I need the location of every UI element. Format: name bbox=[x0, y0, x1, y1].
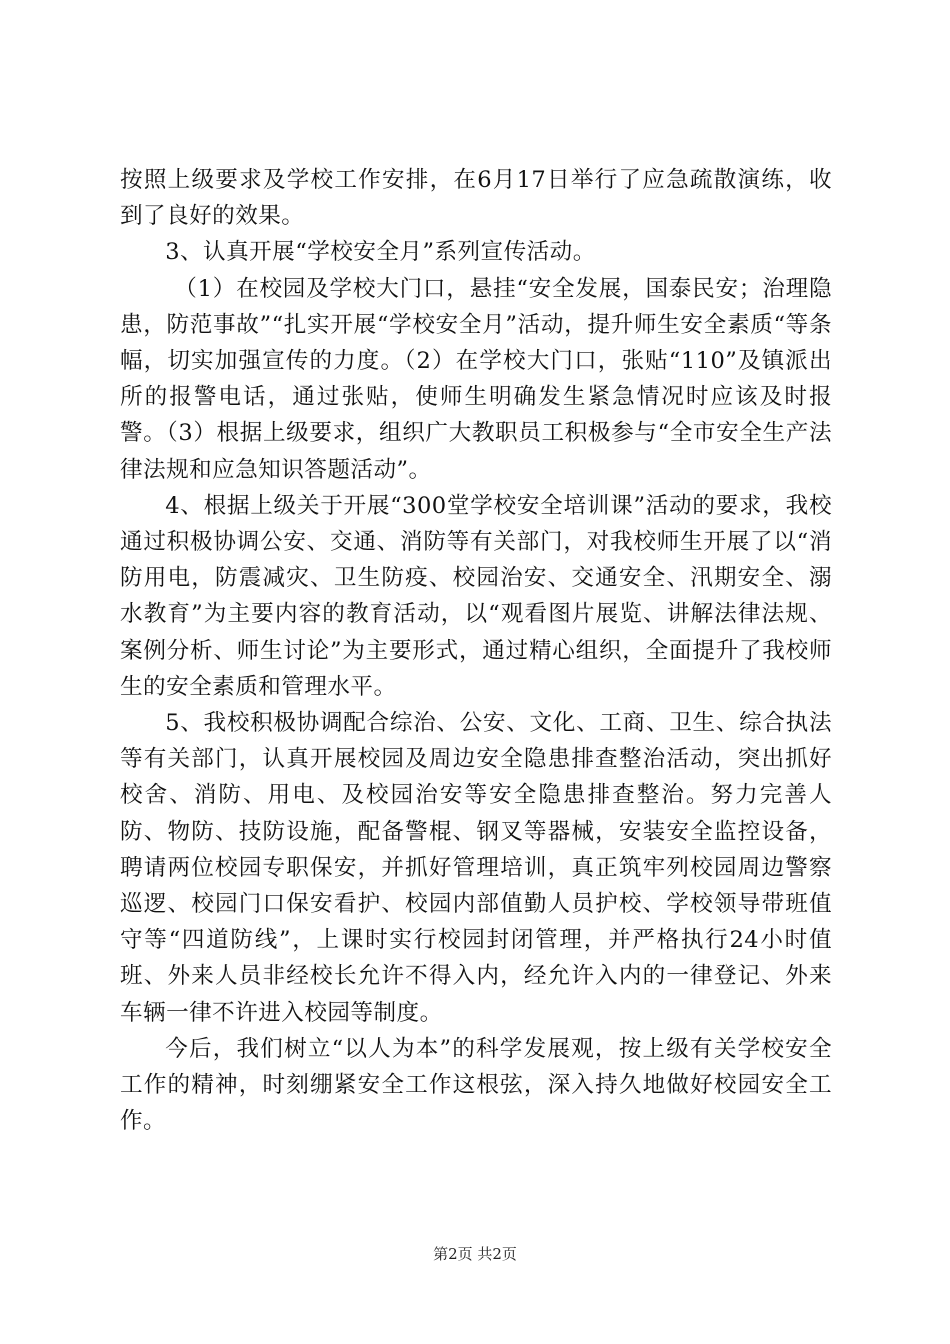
paragraph-item-4: 4、根据上级关于开展“300堂学校安全培训课”活动的要求，我校通过积极协调公安、交通、消防等有关部门，对我校师生开展了以“消防用电，防震减灾、卫生防疫、校园治安、交通安全、汛期安全、溺水教育”为主要内容的教育活动，以“观看图片展览、讲解法律法规、案例分析、师生讨论”为主要形式，通过精心组织，全面提升了我校师生的安全素质和管理水平。 bbox=[120, 492, 833, 700]
paragraph-item-3-heading: 3、认真开展“学校安全月”系列宣传活动。 bbox=[165, 239, 596, 266]
paragraph-drill-result: 按照上级要求及学校工作安排，在6月17日举行了应急疏散演练，收到了良好的效果。 bbox=[120, 167, 832, 230]
page-number-footer: 第2页 共2页 bbox=[433, 1245, 517, 1263]
paragraph-item-3-details: （1）在校园及学校大门口，悬挂“安全发展，国泰民安；治理隐患，防范事故”“扎实开展“学校安全月”活动，提升师生安全素质“等条幅，切实加强宣传的力度。（2）在学校大门口，张贴“110”及镇派出所的报警电话，通过张贴，使师生明确发生紧急情况时应该及时报警。（3）根据上级要求，组织广大教职员工积极参与“全市安全生产法律法规和应急知识答题活动”。 bbox=[120, 275, 832, 483]
document-body bbox=[120, 162, 832, 1139]
paragraph-conclusion: 今后，我们树立“以人为本”的科学发展观，按上级有关学校安全工作的精神，时刻绷紧安全工作这根弦，深入持久地做好校园安全工作。 bbox=[120, 1035, 832, 1135]
paragraph-item-5: 5、我校积极协调配合综治、公安、文化、工商、卫生、综合执法等有关部门，认真开展校园及周边安全隐患排查整治活动，突出抓好校舍、消防、用电、及校园治安等安全隐患排查整治。努力完善人防、物防、技防设施，配备警棍、钢叉等器械，安装安全监控设备，聘请两位校园专职保安，并抓好管理培训，真正筑牢列校园周边警察巡逻、校园门口保安看护、校园内部值勤人员护校、学校领导带班值守等“四道防线”，上课时实行校园封闭管理，并严格执行24小时值班、外来人员非经校长允许不得入内，经允许入内的一律登记、外来车辆一律不许进入校园等制度。 bbox=[120, 710, 832, 1026]
